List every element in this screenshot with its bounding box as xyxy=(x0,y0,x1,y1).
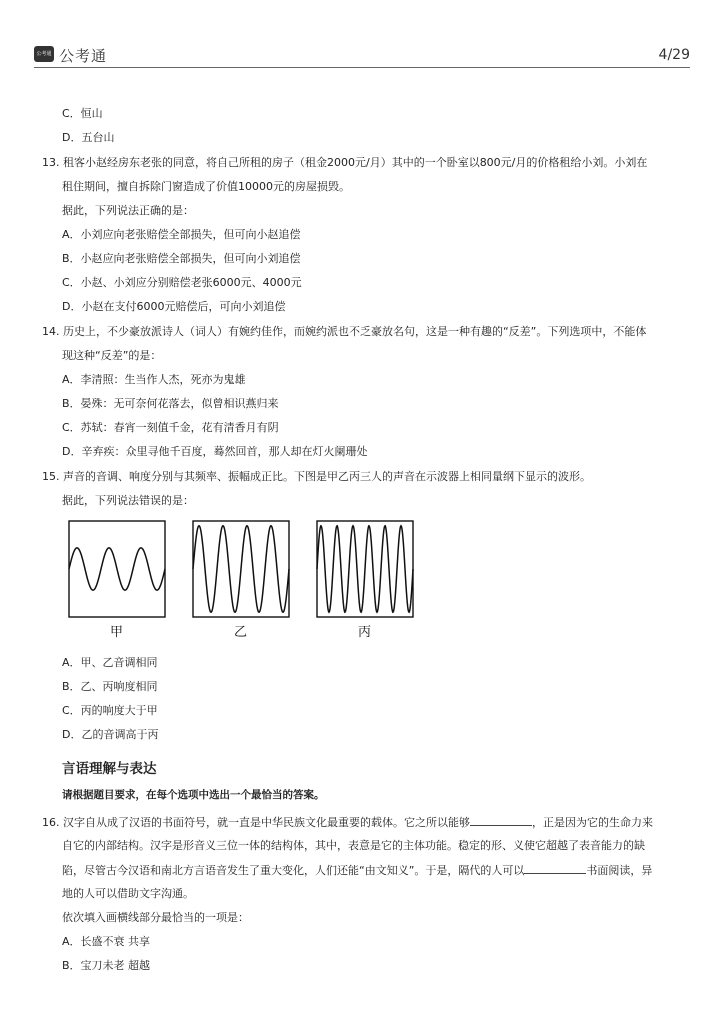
q16-stem-line3 xyxy=(62,863,652,878)
q14-stem-line2: 现这种“反差”的是： xyxy=(62,349,162,362)
waveform-2 xyxy=(317,526,413,612)
oscilloscope-figure xyxy=(62,516,422,622)
q13-stem-line2: 租住期间，擅自拆除门窗造成了价值10000元的房屋损毁。 xyxy=(62,180,350,193)
q13-option-a: A．小刘应向老张赔偿全部损失，但可向小赵追偿 xyxy=(62,228,301,241)
q13-prompt: 据此，下列说法正确的是： xyxy=(62,204,194,217)
section-title: 言语理解与表达 xyxy=(62,761,157,777)
page-header xyxy=(34,44,690,68)
q16-stem-line4: 地的人可以借助文字沟通。 xyxy=(62,887,194,900)
q12-option-c: C．恒山 xyxy=(62,107,103,120)
q16-blank-1 xyxy=(470,815,532,826)
waveform-0 xyxy=(69,548,165,590)
q15-option-c: C．丙的响度大于甲 xyxy=(62,704,158,717)
header-divider xyxy=(34,67,690,68)
q16-prompt: 依次填入画横线部分最恰当的一项是： xyxy=(62,911,249,924)
waveform-1 xyxy=(193,526,289,612)
q16-text-3a: 陷，尽管古今汉语和南北方言语音发生了重大变化，人们还能“由文知义”。于是，隔代的人可以 xyxy=(62,864,525,877)
q15-prompt: 据此，下列说法错误的是： xyxy=(62,494,194,507)
q16-option-b: B．宝刀未老 超越 xyxy=(62,959,151,972)
wave-label-yi: 乙 xyxy=(234,625,248,640)
q14-option-a: A．李清照：生当作人杰，死亦为鬼雄 xyxy=(62,373,246,386)
q13-option-d: D．小赵在支付6000元赔偿后，可向小刘追偿 xyxy=(62,300,286,313)
q16-text-3b: 书面阅读，异 xyxy=(586,864,653,877)
q15-option-b: B．乙、丙响度相同 xyxy=(62,680,158,693)
section-instruction: 请根据题目要求，在每个选项中选出一个最恰当的答案。 xyxy=(62,789,325,801)
q13-option-c: C．小赵、小刘应分别赔偿老张6000元、4000元 xyxy=(62,276,302,289)
q16-text-1b: ，正是因为它的生命力来 xyxy=(532,816,653,829)
q16-stem-line1 xyxy=(42,815,653,830)
wave-label-bing: 丙 xyxy=(358,625,372,640)
q14-option-c: C．苏轼：春宵一刻值千金，花有清香月有阴 xyxy=(62,421,279,434)
q14-option-d: D．辛弃疾：众里寻他千百度，蓦然回首，那人却在灯火阑珊处 xyxy=(62,445,368,458)
logo-text: 公考通 xyxy=(59,47,108,65)
q16-stem-line2: 自它的内部结构。汉字是形音义三位一体的结构体，其中，表意是它的主体功能。稳定的形、义使它超越了表音能力的缺 xyxy=(62,839,645,852)
q14-stem-line1: 14. 历史上，不少豪放派诗人（词人）有婉约佳作，而婉约派也不乏豪放名句，这是一种有趣的“反差”。下列选项中，不能体 xyxy=(42,325,647,338)
logo-icon: 公考通 xyxy=(34,46,54,62)
q15-option-d: D．乙的音调高于丙 xyxy=(62,728,159,741)
q15-option-a: A．甲、乙音调相同 xyxy=(62,656,158,669)
page-number: 4/29 xyxy=(658,47,690,63)
q13-option-b: B．小赵应向老张赔偿全部损失，但可向小刘追偿 xyxy=(62,252,301,265)
q12-option-d: D．五台山 xyxy=(62,131,115,144)
wave-label-jia: 甲 xyxy=(110,625,124,640)
q16-blank-2 xyxy=(524,863,586,874)
q14-option-b: B．晏殊：无可奈何花落去，似曾相识燕归来 xyxy=(62,397,279,410)
q16-text-1a: 16. 汉字自从成了汉语的书面符号，就一直是中华民族文化最重要的载体。它之所以能够 xyxy=(42,816,470,829)
q15-stem: 15. 声音的音调、响度分别与其频率、振幅成正比。下图是甲乙丙三人的声音在示波器上相同量纲下显示的波形。 xyxy=(42,470,591,483)
q13-stem-line1: 13. 租客小赵经房东老张的同意，将自己所租的房子（租金2000元/月）其中的一个卧室以800元/月的价格租给小刘。小刘在 xyxy=(42,156,648,169)
q16-option-a: A．长盛不衰 共享 xyxy=(62,935,151,948)
